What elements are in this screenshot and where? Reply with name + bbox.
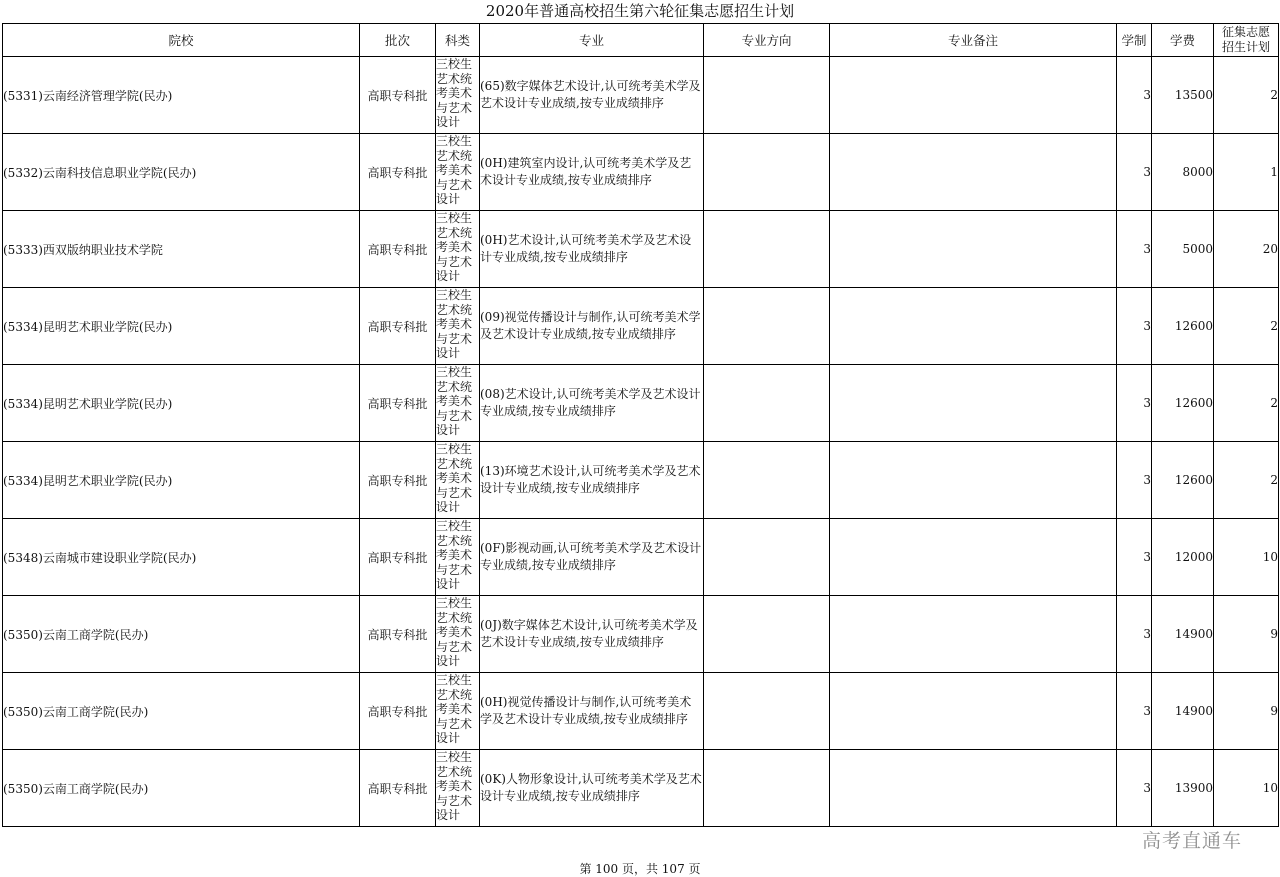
cell-batch: 高职专科批 bbox=[360, 134, 436, 211]
cell-batch: 高职专科批 bbox=[360, 211, 436, 288]
cell-school: (5350)云南工商学院(民办) bbox=[3, 673, 360, 750]
cell-tuition: 12600 bbox=[1152, 365, 1214, 442]
cell-major: (13)环境艺术设计,认可统考美术学及艺术设计专业成绩,按专业成绩排序 bbox=[480, 442, 704, 519]
header-plan-line1: 征集志愿 bbox=[1221, 25, 1270, 39]
cell-plan: 20 bbox=[1214, 211, 1279, 288]
cell-plan: 9 bbox=[1214, 596, 1279, 673]
cell-plan: 9 bbox=[1214, 673, 1279, 750]
header-major: 专业 bbox=[480, 24, 704, 57]
cell-duration: 3 bbox=[1117, 365, 1152, 442]
cell-tuition: 14900 bbox=[1152, 596, 1214, 673]
cell-direction bbox=[704, 519, 830, 596]
cell-category: 三校生艺术统考美术与艺术设计 bbox=[436, 365, 480, 442]
cell-remark bbox=[830, 211, 1117, 288]
cell-plan: 2 bbox=[1214, 365, 1279, 442]
cell-major: (08)艺术设计,认可统考美术学及艺术设计专业成绩,按专业成绩排序 bbox=[480, 365, 704, 442]
enrollment-plan-table bbox=[2, 23, 1279, 827]
cell-category: 三校生艺术统考美术与艺术设计 bbox=[436, 596, 480, 673]
table-row bbox=[3, 211, 1279, 288]
cell-remark bbox=[830, 365, 1117, 442]
cell-duration: 3 bbox=[1117, 57, 1152, 134]
page-footer: 第 100 页，共 107 页 bbox=[579, 862, 701, 876]
cell-category: 三校生艺术统考美术与艺术设计 bbox=[436, 288, 480, 365]
cell-category: 三校生艺术统考美术与艺术设计 bbox=[436, 519, 480, 596]
cell-direction bbox=[704, 288, 830, 365]
cell-direction bbox=[704, 57, 830, 134]
cell-batch: 高职专科批 bbox=[360, 442, 436, 519]
cell-major: (0J)数字媒体艺术设计,认可统考美术学及艺术设计专业成绩,按专业成绩排序 bbox=[480, 596, 704, 673]
cell-major: (65)数字媒体艺术设计,认可统考美术学及艺术设计专业成绩,按专业成绩排序 bbox=[480, 57, 704, 134]
cell-major: (0F)影视动画,认可统考美术学及艺术设计专业成绩,按专业成绩排序 bbox=[480, 519, 704, 596]
table-row bbox=[3, 519, 1279, 596]
cell-school: (5331)云南经济管理学院(民办) bbox=[3, 57, 360, 134]
table-row bbox=[3, 365, 1279, 442]
cell-direction bbox=[704, 673, 830, 750]
cell-duration: 3 bbox=[1117, 134, 1152, 211]
cell-batch: 高职专科批 bbox=[360, 288, 436, 365]
cell-category: 三校生艺术统考美术与艺术设计 bbox=[436, 57, 480, 134]
table-row bbox=[3, 288, 1279, 365]
cell-tuition: 13500 bbox=[1152, 57, 1214, 134]
cell-remark bbox=[830, 442, 1117, 519]
table-row bbox=[3, 750, 1279, 827]
table-header bbox=[3, 24, 1279, 57]
header-category: 科类 bbox=[436, 24, 480, 57]
cell-duration: 3 bbox=[1117, 442, 1152, 519]
cell-duration: 3 bbox=[1117, 750, 1152, 827]
cell-major: (0H)建筑室内设计,认可统考美术学及艺术设计专业成绩,按专业成绩排序 bbox=[480, 134, 704, 211]
cell-plan: 1 bbox=[1214, 134, 1279, 211]
cell-school: (5332)云南科技信息职业学院(民办) bbox=[3, 134, 360, 211]
cell-school: (5334)昆明艺术职业学院(民办) bbox=[3, 442, 360, 519]
cell-duration: 3 bbox=[1117, 211, 1152, 288]
cell-major: (0H)艺术设计,认可统考美术学及艺术设计专业成绩,按专业成绩排序 bbox=[480, 211, 704, 288]
table-row bbox=[3, 596, 1279, 673]
table-row bbox=[3, 442, 1279, 519]
cell-plan: 10 bbox=[1214, 750, 1279, 827]
cell-category: 三校生艺术统考美术与艺术设计 bbox=[436, 134, 480, 211]
cell-remark bbox=[830, 519, 1117, 596]
cell-category: 三校生艺术统考美术与艺术设计 bbox=[436, 750, 480, 827]
header-remark: 专业备注 bbox=[830, 24, 1117, 57]
cell-batch: 高职专科批 bbox=[360, 673, 436, 750]
cell-remark bbox=[830, 750, 1117, 827]
header-tuition: 学费 bbox=[1152, 24, 1214, 57]
table-row bbox=[3, 673, 1279, 750]
cell-category: 三校生艺术统考美术与艺术设计 bbox=[436, 442, 480, 519]
cell-tuition: 12600 bbox=[1152, 288, 1214, 365]
cell-school: (5333)西双版纳职业技术学院 bbox=[3, 211, 360, 288]
cell-remark bbox=[830, 673, 1117, 750]
cell-plan: 2 bbox=[1214, 442, 1279, 519]
cell-duration: 3 bbox=[1117, 673, 1152, 750]
cell-remark bbox=[830, 134, 1117, 211]
cell-batch: 高职专科批 bbox=[360, 596, 436, 673]
cell-direction bbox=[704, 442, 830, 519]
cell-batch: 高职专科批 bbox=[360, 519, 436, 596]
table-body bbox=[3, 57, 1279, 827]
cell-major: (0K)人物形象设计,认可统考美术学及艺术设计专业成绩,按专业成绩排序 bbox=[480, 750, 704, 827]
cell-tuition: 14900 bbox=[1152, 673, 1214, 750]
header-plan-line2: 招生计划 bbox=[1221, 40, 1270, 54]
cell-school: (5334)昆明艺术职业学院(民办) bbox=[3, 365, 360, 442]
watermark: 高考直通车 bbox=[1142, 830, 1243, 852]
cell-major: (09)视觉传播设计与制作,认可统考美术学及艺术设计专业成绩,按专业成绩排序 bbox=[480, 288, 704, 365]
cell-batch: 高职专科批 bbox=[360, 750, 436, 827]
table-row bbox=[3, 57, 1279, 134]
cell-school: (5348)云南城市建设职业学院(民办) bbox=[3, 519, 360, 596]
cell-school: (5334)昆明艺术职业学院(民办) bbox=[3, 288, 360, 365]
page-title: 2020年普通高校招生第六轮征集志愿招生计划 bbox=[485, 2, 795, 20]
cell-plan: 10 bbox=[1214, 519, 1279, 596]
cell-duration: 3 bbox=[1117, 596, 1152, 673]
header-batch: 批次 bbox=[360, 24, 436, 57]
cell-school: (5350)云南工商学院(民办) bbox=[3, 596, 360, 673]
cell-batch: 高职专科批 bbox=[360, 365, 436, 442]
cell-direction bbox=[704, 365, 830, 442]
cell-plan: 2 bbox=[1214, 57, 1279, 134]
header-plan bbox=[1214, 24, 1279, 57]
cell-category: 三校生艺术统考美术与艺术设计 bbox=[436, 673, 480, 750]
cell-duration: 3 bbox=[1117, 288, 1152, 365]
table-row bbox=[3, 134, 1279, 211]
cell-batch: 高职专科批 bbox=[360, 57, 436, 134]
cell-tuition: 12600 bbox=[1152, 442, 1214, 519]
cell-duration: 3 bbox=[1117, 519, 1152, 596]
cell-direction bbox=[704, 596, 830, 673]
cell-direction bbox=[704, 750, 830, 827]
header-school: 院校 bbox=[3, 24, 360, 57]
cell-tuition: 5000 bbox=[1152, 211, 1214, 288]
cell-direction bbox=[704, 211, 830, 288]
cell-remark bbox=[830, 57, 1117, 134]
cell-category: 三校生艺术统考美术与艺术设计 bbox=[436, 211, 480, 288]
cell-tuition: 8000 bbox=[1152, 134, 1214, 211]
cell-tuition: 12000 bbox=[1152, 519, 1214, 596]
cell-plan: 2 bbox=[1214, 288, 1279, 365]
cell-remark bbox=[830, 288, 1117, 365]
cell-major: (0H)视觉传播设计与制作,认可统考美术学及艺术设计专业成绩,按专业成绩排序 bbox=[480, 673, 704, 750]
header-duration: 学制 bbox=[1117, 24, 1152, 57]
cell-school: (5350)云南工商学院(民办) bbox=[3, 750, 360, 827]
header-direction: 专业方向 bbox=[704, 24, 830, 57]
cell-tuition: 13900 bbox=[1152, 750, 1214, 827]
cell-direction bbox=[704, 134, 830, 211]
cell-remark bbox=[830, 596, 1117, 673]
